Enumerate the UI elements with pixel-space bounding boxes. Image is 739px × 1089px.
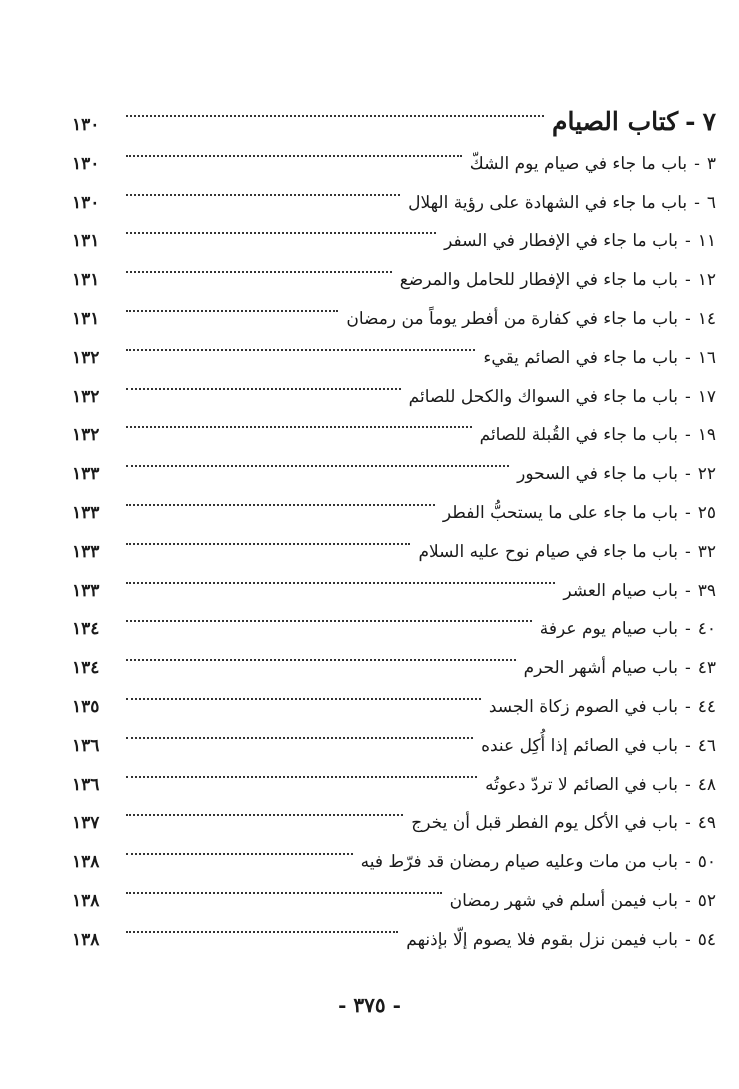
entry-number: ٥٢ [697,890,716,911]
entry-separator: - [684,813,691,834]
entry-number: ٥٤ [697,929,716,950]
entry-page-number: ١٣٣ [72,541,100,562]
entry-number: ١٧ [697,386,716,407]
page-number-footer: - ٣٧٥ - [338,993,401,1017]
dot-leader [126,828,353,867]
entry-separator: - [684,696,691,717]
entry-page-number: ١٣٨ [72,852,100,873]
entry-page-number: ١٣٢ [72,386,100,407]
entry-page-number: ١٣٢ [72,425,100,446]
entry-number: ٢٥ [697,502,716,523]
entry-number: ٦ [706,192,716,213]
dot-leader [126,130,462,169]
entry-title: باب فيمن أسلم في شهر رمضان [449,890,678,911]
entry-title: باب في الأكل يوم الفطر قبل أن يخرج [411,813,678,834]
entry-number: ١٦ [697,347,716,368]
chapter-separator: - [685,107,696,136]
chapter-title: كتاب الصيام [551,107,679,136]
dot-leader [126,712,473,751]
entry-separator: - [684,735,691,756]
dot-leader [126,479,435,518]
entry-separator: - [684,619,691,640]
entry-title: باب ما جاء في السحور [517,464,678,485]
entry-number: ٤٤ [697,696,716,717]
entry-page-number: ١٣١ [72,308,100,329]
entry-title: باب ما جاء على ما يستحبُّ الفطر [442,502,678,523]
entry-separator: - [684,774,691,795]
dot-leader [126,751,477,790]
entry-separator: - [694,192,700,213]
entry-page-number: ١٣٤ [72,619,100,640]
entry-page-number: ١٣١ [72,270,100,291]
dot-leader [126,906,398,945]
entry-title: باب ما جاء في الصائم يقيء [483,347,678,368]
entry-page-number: ١٣٥ [72,696,100,717]
dot-leader [126,440,509,479]
entry-page-number: ١٣٢ [72,347,100,368]
entry-page-number: ١٣٤ [72,658,100,679]
entry-page-number: ١٣٧ [72,813,100,834]
entry-separator: - [684,541,691,562]
entry-list [72,130,716,950]
entry-title: باب ما جاء في الشهادة على رؤية الهلال [408,192,688,213]
entry-title: باب من مات وعليه صيام رمضان قد فرّط فيه [360,852,678,873]
dot-leader [126,518,410,557]
entry-page-number: ١٣٨ [72,890,100,911]
dot-leader [126,246,392,285]
entry-title: باب صيام يوم عرفة [539,619,678,640]
entry-title: باب ما جاء في القُبلة للصائم [479,425,678,446]
entry-separator: - [684,347,691,368]
entry-title: باب في الصائم إذا أُكِل عنده [481,735,678,756]
entry-number: ١٤ [697,308,716,329]
dot-leader [126,324,475,363]
entry-page-number: ١٣٦ [72,735,100,756]
entry-separator: - [684,929,691,950]
entry-page-number: ١٣٠ [72,153,100,174]
entry-separator: - [694,153,700,174]
entry-title: باب فيمن نزل بقوم فلا يصوم إلّا بإذنهم [406,929,678,950]
entry-separator: - [684,464,691,485]
entry-number: ٤٦ [697,735,716,756]
chapter-page-number: ١٣٠ [72,115,100,135]
entry-number: ٤٨ [697,774,716,795]
entry-page-number: ١٣١ [72,231,100,252]
table-of-contents [72,86,716,950]
entry-page-number: ١٣٣ [72,464,100,485]
entry-separator: - [684,386,691,407]
dot-leader [126,208,436,247]
entry-number: ٣ [706,153,716,174]
entry-separator: - [684,231,691,252]
dot-leader [126,169,400,208]
dot-leader [126,86,544,130]
entry-number: ٣٢ [697,541,716,562]
entry-title: باب ما جاء في صيام نوح عليه السلام [418,541,678,562]
entry-page-number: ١٣٣ [72,580,100,601]
entry-page-number: ١٣٦ [72,774,100,795]
dot-leader [126,596,532,635]
dot-leader [126,673,481,712]
entry-separator: - [684,308,691,329]
entry-title: باب ما جاء في صيام يوم الشكّ [469,153,688,174]
entry-separator: - [684,852,691,873]
entry-number: ٥٠ [697,852,716,873]
entry-separator: - [684,658,691,679]
entry-title: باب ما جاء في الإفطار في السفر [444,231,678,252]
dot-leader [126,285,338,324]
entry-separator: - [684,425,691,446]
entry-separator: - [684,270,691,291]
entry-page-number: ١٣٠ [72,192,100,213]
entry-number: ٣٩ [697,580,716,601]
dot-leader [126,634,516,673]
entry-title: باب ما جاء في السواك والكحل للصائم [408,386,678,407]
entry-separator: - [684,890,691,911]
entry-number: ١١ [697,231,716,252]
dot-leader [126,867,442,906]
entry-number: ٤٩ [697,813,716,834]
entry-title: باب ما جاء في الإفطار للحامل والمرضع [399,270,678,291]
dot-leader [126,557,555,596]
entry-title: باب صيام العشر [563,580,678,601]
entry-separator: - [684,580,691,601]
entry-page-number: ١٣٣ [72,502,100,523]
entry-title: باب ما جاء في كفارة من أفطر يوماً من رمضان [346,308,678,329]
entry-number: ٤٣ [697,658,716,679]
entry-number: ٤٠ [697,619,716,640]
dot-leader [126,363,401,402]
chapter-heading [72,86,716,136]
dot-leader [126,402,472,441]
entry-title: باب في الصوم زكاة الجسد [488,696,678,717]
entry-number: ٢٢ [697,464,716,485]
chapter-number: ٧ [702,107,716,136]
entry-title: باب في الصائم لا تردّ دعوتُه [485,774,678,795]
entry-separator: - [684,502,691,523]
entry-page-number: ١٣٨ [72,929,100,950]
entry-title: باب صيام أشهر الحرم [523,658,678,679]
entry-number: ١٩ [697,425,716,446]
entry-number: ١٢ [697,270,716,291]
dot-leader [126,790,403,829]
